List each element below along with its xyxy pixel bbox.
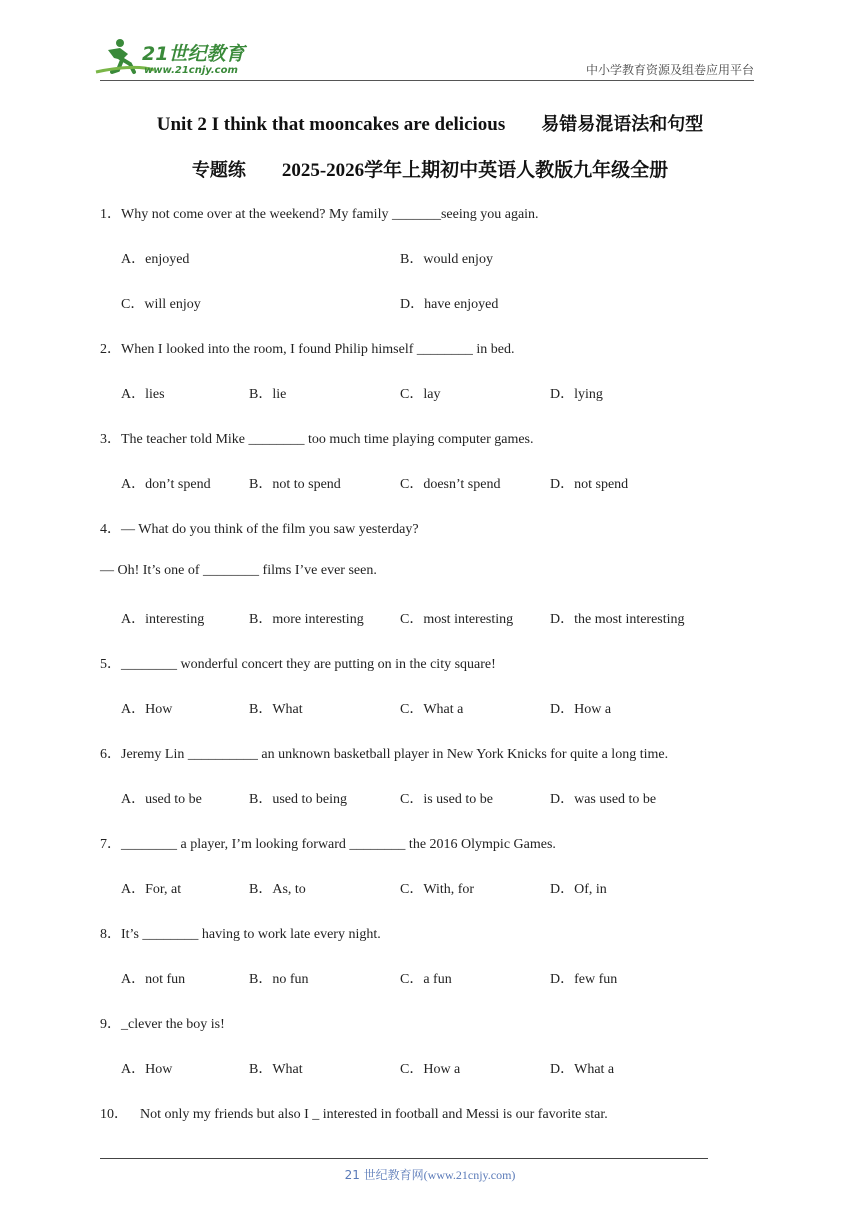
option-c[interactable]: C．is used to be	[400, 792, 493, 807]
title-course: 2025-2026学年上期初中英语人教版九年级全册	[281, 160, 669, 181]
option-c[interactable]: C．With, for	[400, 882, 475, 897]
document-title-line1	[0, 110, 860, 136]
question-text: ________ a player, I’m looking forward ________ the 2016 Olympic Games.	[121, 837, 556, 852]
question-number: 5．	[100, 657, 121, 672]
question-number: 10．	[100, 1107, 128, 1122]
question-number: 8．	[100, 927, 121, 942]
question-3	[100, 428, 534, 448]
option-b[interactable]: B．not to spend	[249, 477, 341, 492]
footer-url[interactable]: (www.21cnjy.com)	[423, 1168, 516, 1182]
option-d[interactable]: D．the most interesting	[550, 612, 685, 627]
question-number: 9．	[100, 1017, 121, 1032]
option-d[interactable]: D．lying	[550, 387, 603, 402]
option-a[interactable]: A．How	[121, 1062, 173, 1077]
question-10	[100, 1103, 608, 1123]
question-text: Why not come over at the weekend? My family _______seeing you again.	[121, 207, 539, 222]
option-a[interactable]: A．How	[121, 702, 173, 717]
question-number: 3．	[100, 432, 121, 447]
footer-site-name: 21 世纪教育网	[344, 1168, 424, 1182]
option-b[interactable]: B．no fun	[249, 972, 309, 987]
question-4-line2: — Oh! It’s one of ________ films I’ve ever seen.	[100, 563, 377, 578]
option-b[interactable]: B．What	[249, 702, 303, 717]
option-a[interactable]: A．For, at	[121, 882, 182, 897]
title-english: Unit 2 I think that mooncakes are delicious	[156, 114, 506, 135]
footer	[0, 1166, 860, 1183]
option-b[interactable]: B．As, to	[249, 882, 306, 897]
option-a[interactable]: A．lies	[121, 387, 165, 402]
question-text: Not only my friends but also I _ interested in football and Messi is our favorite star.	[140, 1107, 608, 1122]
document-title-line2	[0, 155, 860, 182]
option-b[interactable]: B．What	[249, 1062, 303, 1077]
question-text: The teacher told Mike ________ too much time playing computer games.	[121, 432, 534, 447]
option-d[interactable]: D．How a	[550, 702, 612, 717]
question-number: 7．	[100, 837, 121, 852]
option-d[interactable]: D．What a	[550, 1062, 615, 1077]
option-b[interactable]: B．lie	[249, 387, 287, 402]
question-number: 4．	[100, 522, 121, 537]
question-text: _clever the boy is!	[121, 1017, 225, 1032]
question-number: 2．	[100, 342, 121, 357]
title-chinese: 易错易混语法和句型	[541, 114, 704, 135]
question-number: 1．	[100, 207, 121, 222]
option-c[interactable]: C．most interesting	[400, 612, 514, 627]
question-number: 6．	[100, 747, 121, 762]
question-8	[100, 923, 381, 943]
option-d[interactable]: D．few fun	[550, 972, 618, 987]
option-d[interactable]: D．was used to be	[550, 792, 657, 807]
site-logo	[94, 34, 264, 78]
header-tagline: 中小学教育资源及组卷应用平台	[585, 63, 754, 77]
logo-url: www.21cnjy.com	[144, 65, 238, 76]
question-text: It’s ________ having to work late every night.	[121, 927, 381, 942]
question-text: ________ wonderful concert they are putting on in the city square!	[121, 657, 496, 672]
question-4	[100, 518, 419, 538]
footer-divider	[100, 1158, 708, 1159]
title-subtitle: 专题练	[191, 160, 246, 181]
question-7	[100, 833, 556, 853]
option-c[interactable]: C．will enjoy	[121, 297, 201, 312]
option-c[interactable]: C．What a	[400, 702, 464, 717]
option-d[interactable]: D．Of, in	[550, 882, 607, 897]
header-divider	[100, 80, 754, 81]
option-b[interactable]: B．would enjoy	[400, 252, 493, 267]
logo-text: 21世纪教育	[142, 43, 245, 65]
option-c[interactable]: C．How a	[400, 1062, 461, 1077]
question-1	[100, 203, 539, 223]
option-b[interactable]: B．used to being	[249, 792, 347, 807]
question-text: — What do you think of the film you saw yesterday?	[121, 522, 419, 537]
option-a[interactable]: A．enjoyed	[121, 252, 190, 267]
option-b[interactable]: B．more interesting	[249, 612, 364, 627]
question-6	[100, 743, 668, 763]
question-5	[100, 653, 496, 673]
option-d[interactable]: D．not spend	[550, 477, 629, 492]
option-a[interactable]: A．interesting	[121, 612, 205, 627]
question-2	[100, 338, 515, 358]
question-text: When I looked into the room, I found Philip himself ________ in bed.	[121, 342, 515, 357]
option-d[interactable]: D．have enjoyed	[400, 297, 499, 312]
option-a[interactable]: A．don’t spend	[121, 477, 211, 492]
option-c[interactable]: C．lay	[400, 387, 441, 402]
option-c[interactable]: C．a fun	[400, 972, 452, 987]
option-a[interactable]: A．used to be	[121, 792, 202, 807]
option-a[interactable]: A．not fun	[121, 972, 186, 987]
question-text: Jeremy Lin __________ an unknown basketball player in New York Knicks for quite a long time.	[121, 747, 669, 762]
question-9	[100, 1013, 225, 1033]
option-c[interactable]: C．doesn’t spend	[400, 477, 501, 492]
